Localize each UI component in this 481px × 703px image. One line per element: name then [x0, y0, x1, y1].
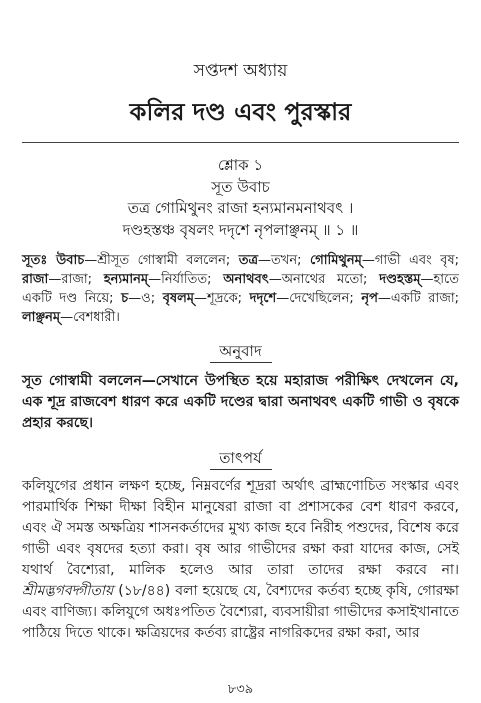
synonym-meaning: শ্রীসূত গোস্বামী বললেন — [97, 253, 226, 268]
translation-heading: অনুবাদ — [219, 342, 262, 360]
synonym-meaning: বেশধারী — [73, 310, 116, 325]
chapter-heading: সপ্তদশ অধ্যায় — [193, 61, 288, 81]
synonym-meaning: দেখেছিলেন — [289, 291, 350, 306]
synonym-meaning: নির্যাতিত — [161, 272, 208, 287]
translation-text: সূত গোস্বামী বললেন—সেখানে উপস্থিত হয়ে মহারাজ পরীক্ষিৎ দেখলেন যে, এক শূদ্র রাজবেশ ধারণ করে একটি দণ্ডের দ্বারা অনাথবৎ একটি গাভী ও বৃষকে প্রহার করছে। — [22, 373, 459, 431]
page-number: ৮৩৯ — [227, 682, 254, 697]
verse-line-1: তত্র গোমিথুনং রাজা হন্যমানমনাথবৎ । — [127, 199, 354, 217]
synonym-meaning: একটি রাজা — [390, 291, 455, 306]
purport-heading-underline — [210, 469, 272, 470]
synonym-term: নৃপ — [361, 291, 378, 306]
synonym-meaning: তখন — [271, 253, 298, 268]
synonym-meaning: ও — [141, 291, 151, 306]
synonym-meaning: হাতে একটি দণ্ড নিয়ে — [22, 272, 460, 306]
synonym-term: চ — [121, 291, 129, 306]
title-divider — [22, 142, 459, 143]
word-meanings: সূতঃ উবাচ—শ্রীসূত গোস্বামী বললেন; তত্র—তখন; গোমিথুনম্—গাভী এবং বৃষ; রাজা—রাজা; হন্যমানম্—নির্যাতিত; অনাথবৎ—অনাথের মতো; দণ্ডহস্তম্—হাতে একটি দণ্ড নিয়ে; চ—ও; বৃষলম্—শূদ্রকে; দদৃশে—দেখেছিলেন; নৃপ—একটি রাজা; লাঞ্ছনম্—বেশধারী। — [22, 253, 460, 325]
verse-line-2: দণ্ডহস্তঞ্চ বৃষলং দদৃশে নৃপলাঞ্ছনম্ ॥ ১ ॥ — [122, 221, 359, 239]
purport-part-1: কলিযুগের প্রধান লক্ষণ হচ্ছে, নিম্নবর্ণের শূদ্ররা অর্থাৎ ব্রাহ্মণোচিত সংস্কার এবং পারমার্থিক শিক্ষা দীক্ষা বিহীন মানুষেরা রাজা বা প্রশাসকের বেশ ধারণ করবে, এবং ঐ সমস্ত অক্ষত্রিয় শাসনকর্তাদের মুখ্য কাজ হবে নিরীহ পশুদের, বিশেষ করে গাভী এবং বৃষদের হত্যা করা। বৃষ আর গাভীদের রক্ষা করা যাদের কাজ, সেই যথার্থ বৈশ্যেরা, মালিক হলেও আর তারা তাদের রক্ষা করবে না। — [22, 478, 459, 578]
verse-speaker: সূত উবাচ — [211, 178, 270, 196]
purport-citation: শ্রীমদ্ভগবদ্গীতায় — [22, 583, 114, 599]
synonym-term: দণ্ডহস্তম্ — [379, 272, 421, 287]
synonym-meaning: গাভী এবং বৃষ — [374, 253, 455, 268]
purport-text — [22, 476, 459, 644]
synonym-term: গোমিথুনম্ — [309, 253, 362, 268]
synonym-term: তত্র — [238, 253, 259, 268]
synonym-meaning: শূদ্রকে — [207, 291, 238, 306]
synonym-term: দদৃশে — [249, 291, 277, 306]
synonym-term: বৃষলম্ — [162, 291, 195, 306]
synonym-term: হন্যমানম্ — [103, 272, 149, 287]
synonym-term: অনাথবৎ — [223, 272, 269, 287]
synonym-term: সূতঃ উবাচ — [22, 253, 85, 268]
purport-part-2: (১৮/৪৪) বলা হয়েছে যে, বৈশ্যদের কর্তব্য হচ্ছে কৃষি, গোরক্ষা এবং বাণিজ্য। কলিযুগে অধঃপতিত বৈশ্যেরা, ব্যবসায়ীরা গাভীদের কসাইখানাতে পাঠিয়ে দিতে থাকে। ক্ষত্রিয়দের কর্তব্য রাষ্ট্রের নাগরিকদের রক্ষা করা, আর — [22, 583, 459, 641]
verse-number: শ্লোক ১ — [217, 156, 264, 174]
synonym-term: লাঞ্ছনম্ — [22, 310, 61, 325]
translation-heading-underline — [210, 362, 272, 363]
purport-heading: তাৎপর্য — [219, 449, 262, 467]
synonym-term: রাজা — [22, 272, 49, 287]
synonym-meaning: অনাথের মতো — [281, 272, 364, 287]
synonym-meaning: রাজা — [61, 272, 88, 287]
chapter-title: কলির দণ্ড এবং পুরস্কার — [129, 98, 352, 126]
